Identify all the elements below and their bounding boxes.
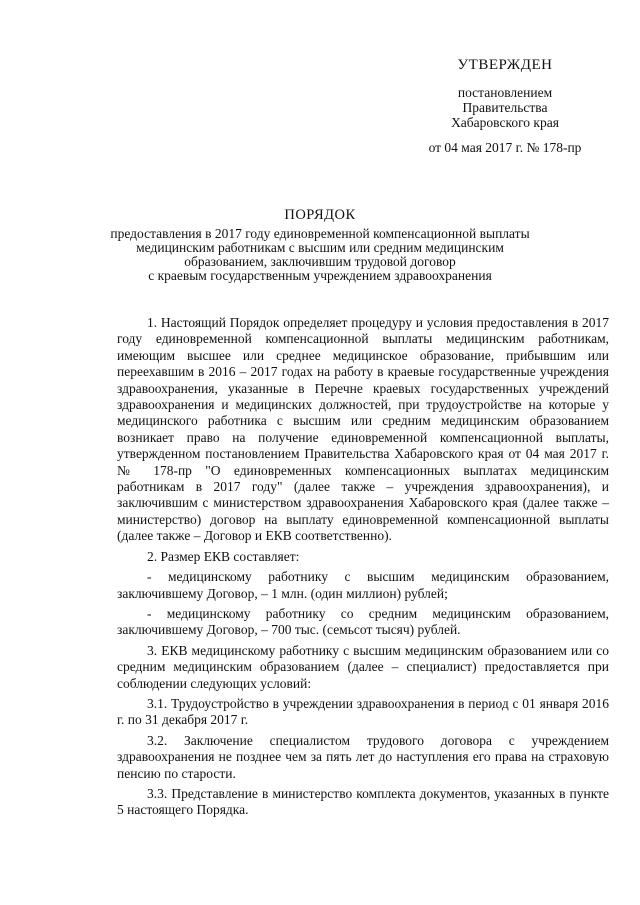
approval-date: от 04 мая 2017 г. № 178-пр — [428, 140, 582, 155]
subtitle-line-3: образованием, заключившим трудовой договор — [184, 254, 456, 269]
approval-line-2: Правительства — [462, 100, 548, 115]
paragraph-1: 1. Настоящий Порядок определяет процедуру и условия предоставления в 2017 году единовременной компенсационной выплаты медицинским работникам, имеющим высшее или среднее медицинское образование, прибывшим или переехавшим в 2016 – 2017 годах на работу в краевые государственные учреждения здравоохранения, указанные в Перечне краевых государственных учреждений здравоохранения и медицинских должностей, при трудоустройстве на которые у медицинского работника с высшим или средним медицинским образованием возникает право на получение единовременной компенсационной выплаты, утвержденном постановлением Правительства Хабаровского края от 04 мая 2017 г. № 178-пр "О единовременных компенсационных выплатах медицинским работникам в 2017 году" (далее также – учреждения здравоохранения), и заключившим с министерством здравоохранения Хабаровского края (далее также – министерство) договор на выплату единовременной компенсационной выплаты (далее также – Договор и ЕКВ соответственно). — [117, 315, 609, 544]
approval-heading: УТВЕРЖДЕН — [457, 57, 553, 73]
approval-line-3: Хабаровского края — [451, 115, 559, 130]
paragraph-3: 3. ЕКВ медицинскому работнику с высшим медицинским образованием или со средним медицинским образованием (далее – специалист) предоставляется при соблюдении следующих условий: — [117, 642, 609, 691]
document-body — [117, 315, 609, 819]
paragraph-2: 2. Размер ЕКВ составляет: — [147, 548, 300, 564]
paragraph-2-item-b: - медицинскому работнику со средним медицинским образованием, заключившему Договор, – 700 тыс. (семьсот тысяч) рублей. — [117, 605, 609, 638]
paragraph-3-3: 3.3. Представление в министерство комплекта документов, указанных в пункте 5 настоящего Порядка. — [117, 785, 609, 818]
subtitle-line-2: медицинским работникам с высшим или средним медицинским — [136, 240, 504, 255]
document-title: ПОРЯДОК — [284, 207, 356, 223]
paragraph-3-1: 3.1. Трудоустройство в учреждении здравоохранения в период с 01 января 2016 г. по 31 декабря 2017 г. — [117, 695, 609, 728]
subtitle-line-1: предоставления в 2017 году единовременной компенсационной выплаты — [110, 226, 530, 241]
subtitle-line-4: с краевым государственным учреждением здравоохранения — [148, 268, 492, 283]
paragraph-3-2: 3.2. Заключение специалистом трудового договора с учреждением здравоохранения не позднее чем за пять лет до наступления его права на страховую пенсию по старости. — [117, 732, 609, 781]
approval-line-1: постановлением — [457, 85, 553, 100]
paragraph-2-item-a: - медицинскому работнику с высшим медицинским образованием, заключившему Договор, – 1 млн. (один миллион) рублей; — [117, 569, 609, 601]
approval-stamp — [405, 58, 605, 155]
document-subtitle — [100, 227, 540, 283]
